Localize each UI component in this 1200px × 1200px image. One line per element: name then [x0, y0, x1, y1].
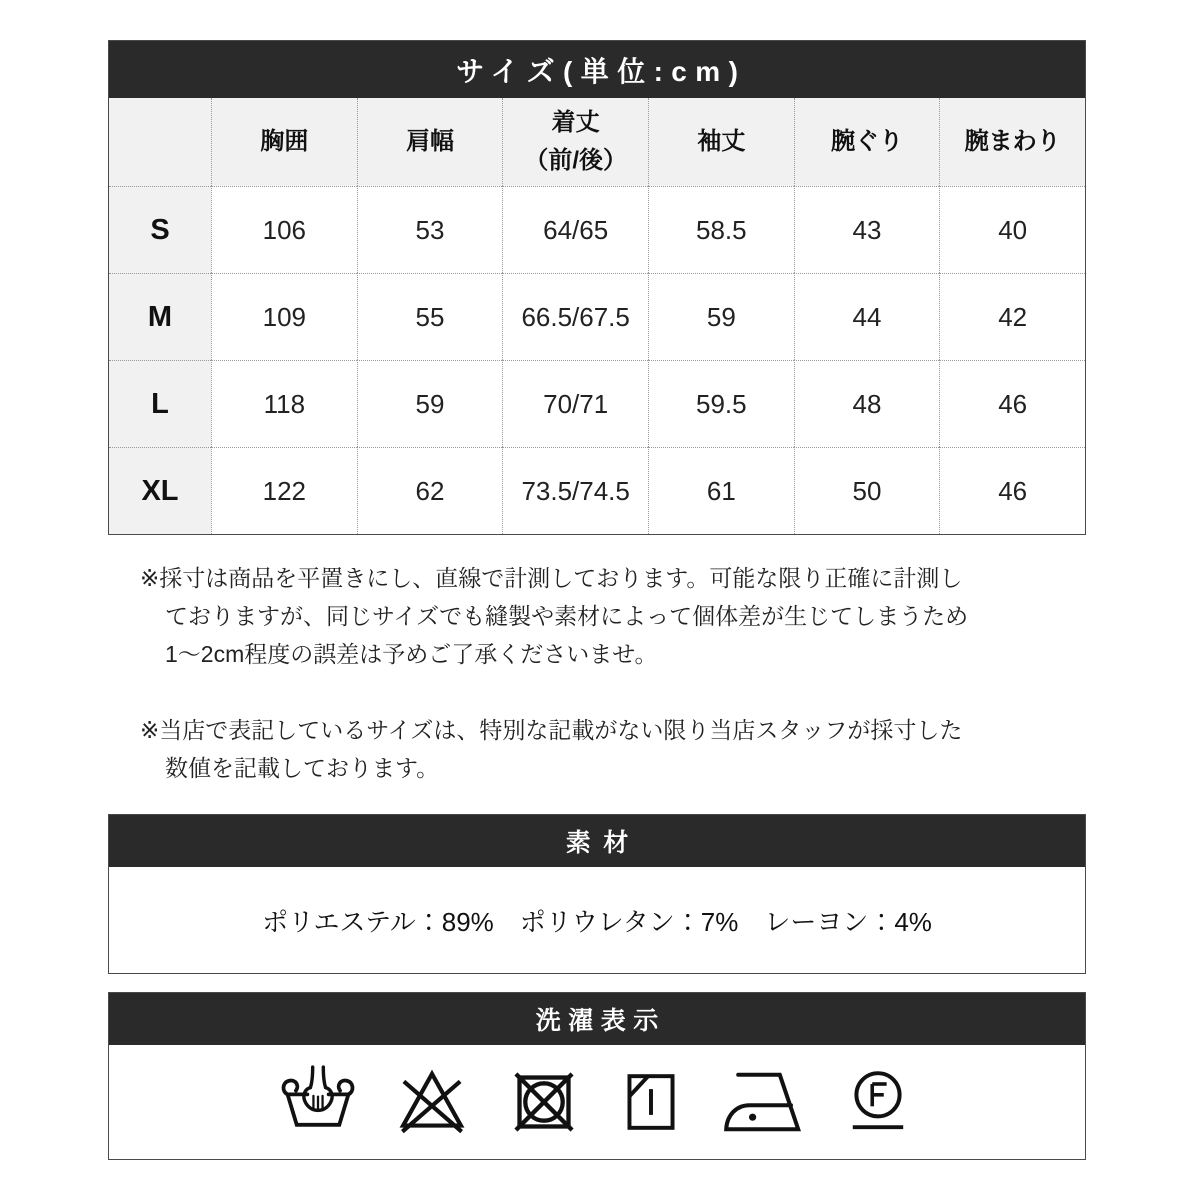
col-header-length — [502, 98, 648, 186]
cell-m-shoulder: 55 — [357, 273, 503, 360]
note-line: ※採寸は商品を平置きにし、直線で計測しております。可能な限り正確に計測し — [140, 565, 963, 591]
cell-m-sleeve: 59 — [648, 273, 794, 360]
cell-s-sleeve: 58.5 — [648, 186, 794, 273]
do-not-bleach-icon — [394, 1064, 470, 1140]
col-header-label: 腕まわり — [964, 127, 1061, 155]
cell-s-arm: 40 — [939, 186, 1085, 273]
col-header-shoulder — [357, 98, 503, 186]
material-title: 素材 — [565, 829, 641, 857]
cell-l-armhole: 48 — [794, 360, 940, 447]
col-header-sublabel: （前/後） — [524, 147, 627, 174]
cell-xl-length: 73.5/74.5 — [502, 447, 648, 534]
cell-l-length: 70/71 — [502, 360, 648, 447]
cell-xl-sleeve: 61 — [648, 447, 794, 534]
size-row-label-l: L — [109, 360, 211, 447]
care-title: 洗濯表示 — [535, 1007, 666, 1035]
col-header-arm-circumference — [939, 98, 1085, 186]
material-composition: ポリエステル：89% ポリウレタン：7% レーヨン：4% — [262, 906, 932, 937]
size-row-label-m: M — [109, 273, 211, 360]
cell-m-chest: 109 — [211, 273, 357, 360]
cell-m-arm: 42 — [939, 273, 1085, 360]
size-table — [109, 98, 1085, 534]
care-title-bar — [109, 993, 1085, 1045]
cell-xl-arm: 46 — [939, 447, 1085, 534]
size-row-label-xl: XL — [109, 447, 211, 534]
size-row-label-s: S — [109, 186, 211, 273]
cell-l-shoulder: 59 — [357, 360, 503, 447]
note-line: 数値を記載しております。 — [165, 755, 440, 781]
note-line: ておりますが、同じサイズでも縫製や素材によって個体差が生じてしまうため — [165, 603, 969, 629]
do-not-tumble-dry-icon — [508, 1066, 580, 1138]
note-line: ※当店で表記しているサイズは、特別な記載がない限り当店スタッフが採寸した — [140, 717, 963, 743]
product-spec-sheet — [108, 40, 1086, 1160]
material-title-bar — [109, 815, 1085, 867]
cell-xl-chest: 122 — [211, 447, 357, 534]
care-label-section — [108, 992, 1086, 1160]
size-table-title: サイズ(単位:cm) — [456, 55, 747, 87]
cell-xl-shoulder: 62 — [357, 447, 503, 534]
note-line: 1〜2cm程度の誤差は予めご了承くださいませ。 — [165, 641, 658, 667]
col-header-label: 腕ぐり — [830, 127, 903, 155]
col-header-label: 肩幅 — [405, 127, 454, 155]
material-section — [108, 814, 1086, 974]
cell-l-sleeve: 59.5 — [648, 360, 794, 447]
size-table-section — [108, 40, 1086, 535]
hand-wash-icon — [280, 1064, 356, 1140]
cell-l-chest: 118 — [211, 360, 357, 447]
cell-m-length: 66.5/67.5 — [502, 273, 648, 360]
col-header-armhole — [794, 98, 940, 186]
cell-xl-armhole: 50 — [794, 447, 940, 534]
cell-s-length: 64/65 — [502, 186, 648, 273]
cell-s-shoulder: 53 — [357, 186, 503, 273]
col-header-label: 胸囲 — [260, 127, 309, 155]
col-header-label: 袖丈 — [697, 127, 746, 155]
cell-s-chest: 106 — [211, 186, 357, 273]
size-table-title-bar — [109, 41, 1085, 98]
col-header-label: 着丈 — [551, 108, 600, 136]
col-header-sleeve — [648, 98, 794, 186]
cell-s-armhole: 43 — [794, 186, 940, 273]
note-staff-measured — [140, 711, 1086, 787]
cell-m-armhole: 44 — [794, 273, 940, 360]
iron-low-heat-icon — [722, 1066, 804, 1138]
care-symbols-row — [109, 1045, 1085, 1159]
dry-clean-petroleum-gentle-icon — [842, 1066, 914, 1138]
table-corner-cell — [109, 98, 211, 186]
note-measurement-accuracy — [140, 559, 1086, 673]
measurement-notes — [140, 559, 1086, 787]
cell-l-arm: 46 — [939, 360, 1085, 447]
line-dry-in-shade-icon — [618, 1066, 684, 1138]
col-header-chest — [211, 98, 357, 186]
